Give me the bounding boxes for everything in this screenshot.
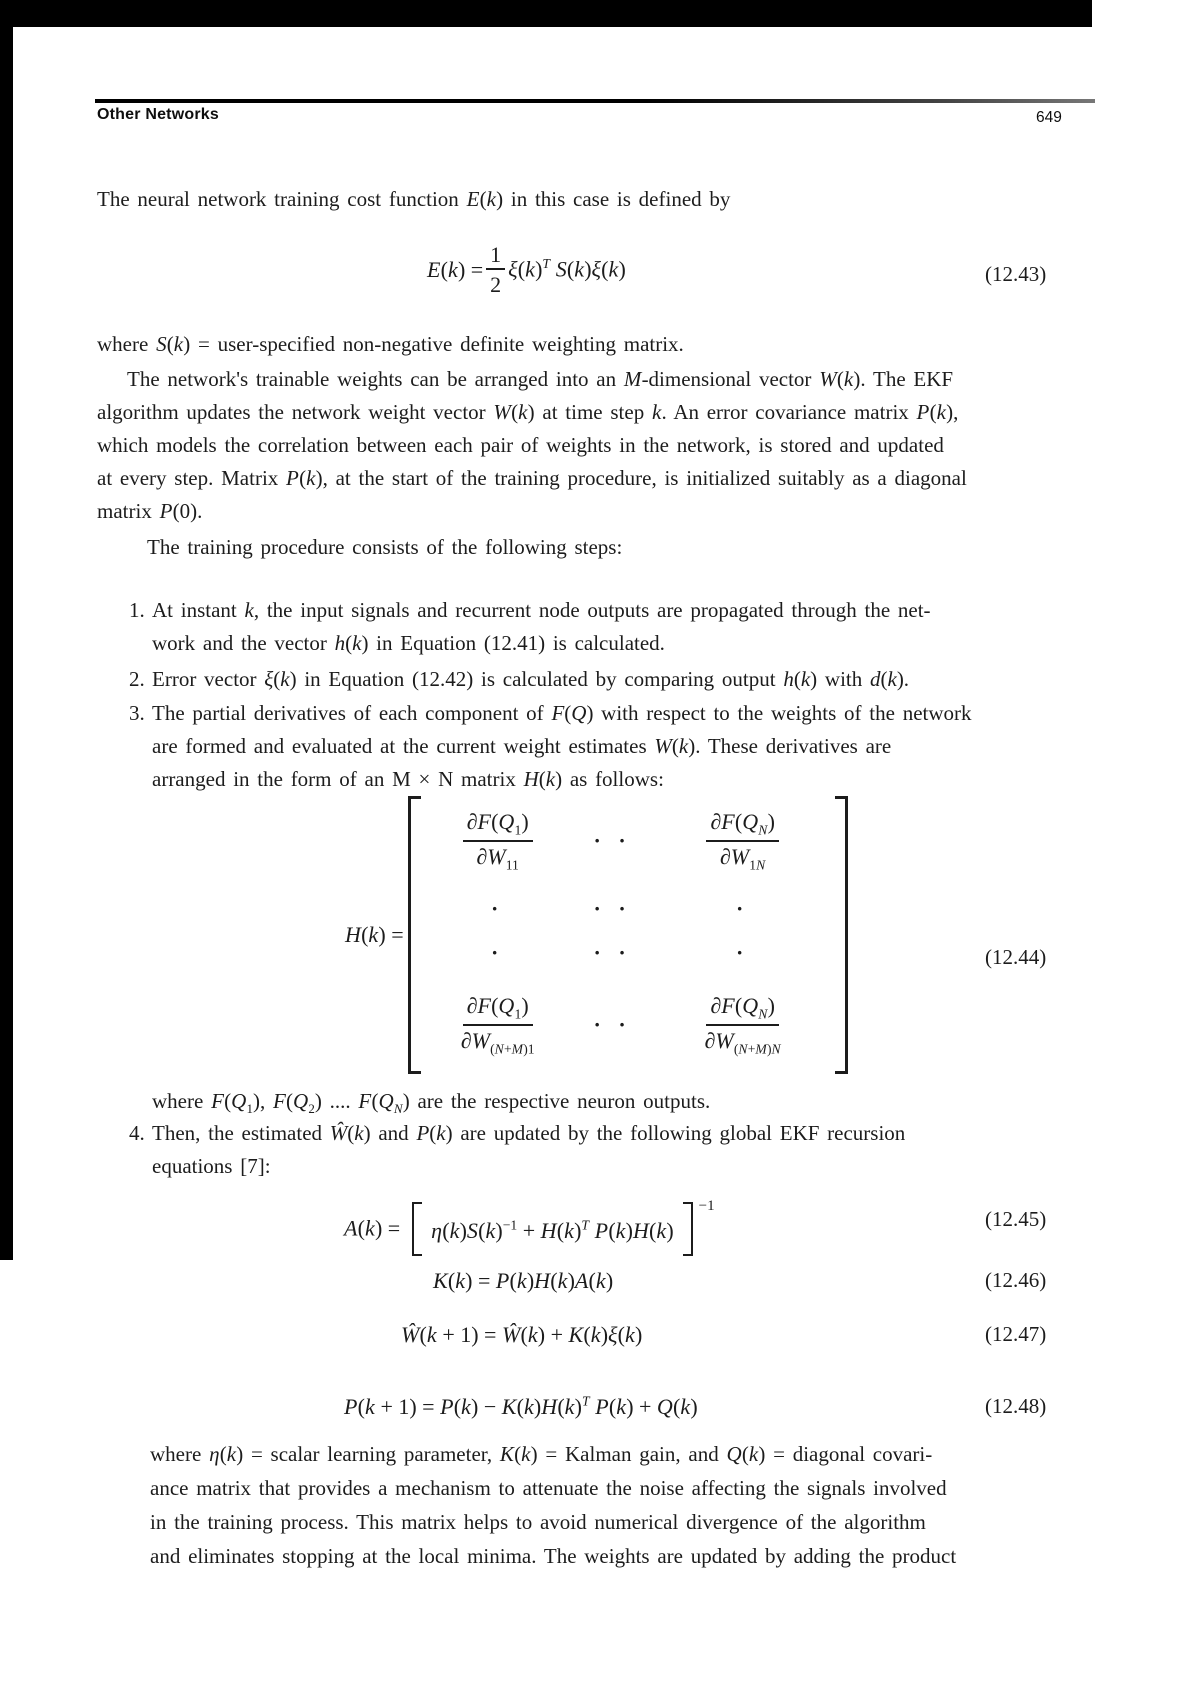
eq48-number: (12.48) xyxy=(985,1394,1047,1418)
eq43-rhs: $\xi(k)^T$ S(k)ξ(k) xyxy=(508,256,626,282)
eq45-lhs: A(k) = xyxy=(344,1215,401,1241)
paragraph-line: at every step. Matrix P(k), at the start of the training procedure, is initialized suitably as a diagonal xyxy=(97,466,967,490)
scan-artifact-top-bar xyxy=(0,0,1092,27)
equation-12-45 xyxy=(344,1196,715,1256)
matrix-cell-frac: $\frac{\partial F(Q_1)}{\partial W_{(N+M)1}}$ xyxy=(460,992,535,1056)
matrix-dots: · · xyxy=(593,1012,632,1037)
step-line: work and the vector h(k) in Equation (12.41) is calculated. xyxy=(152,631,665,655)
eq45-number: (12.45) xyxy=(985,1207,1047,1231)
step-line: Error vector ξ(k) in Equation (12.42) is calculated by comparing output h(k) with d(k). xyxy=(152,667,910,691)
eq43-lhs: E(k) = xyxy=(427,256,484,282)
matrix-cell-frac: $\frac{\partial F(Q_N)}{\partial W_{(N+M)N}}$ xyxy=(704,992,781,1056)
step-item-3 xyxy=(129,697,1082,796)
equation-12-48 xyxy=(344,1394,698,1420)
paragraph-line: which models the correlation between each pair of weights in the network, is stored and updated xyxy=(97,433,944,457)
eq43-fraction xyxy=(486,243,505,296)
eq47-number: (12.47) xyxy=(985,1322,1047,1346)
matrix-dots: · · xyxy=(593,940,632,965)
eq46-body: K(k) = P(k)H(k)A(k) xyxy=(433,1268,614,1293)
eq45-right-bracket xyxy=(683,1202,693,1256)
eq44-lhs: H(k) = xyxy=(345,922,404,947)
step-line: are formed and evaluated at the current weight estimates W(k). These derivatives are xyxy=(152,734,892,758)
eq43-frac-numerator: 1 xyxy=(486,243,505,270)
where-f-paragraph xyxy=(152,1085,710,1118)
step-line: arranged in the form of an M × N matrix H(k) as follows: xyxy=(152,767,664,791)
matrix-dots: · xyxy=(490,940,505,965)
scan-artifact-left-bar xyxy=(0,0,13,1260)
matrix-right-bracket xyxy=(835,796,848,1074)
matrix-grid xyxy=(429,795,827,1075)
step-number: 1. xyxy=(129,598,145,622)
equation-12-47 xyxy=(401,1322,642,1348)
training-intro-line: The training procedure consists of the following steps: xyxy=(147,535,623,559)
closing-paragraph xyxy=(150,1437,956,1573)
header-rule xyxy=(95,99,1095,103)
step-item-4 xyxy=(129,1117,1082,1183)
page-number: 649 xyxy=(1036,109,1062,126)
equation-12-44 xyxy=(345,795,848,1075)
matrix-dots: · xyxy=(735,940,750,965)
eq44-number: (12.44) xyxy=(985,945,1047,969)
eq45-left-bracket xyxy=(412,1202,422,1256)
step-item-1 xyxy=(129,594,1082,660)
intro-line: The neural network training cost function E(k) in this case is defined by xyxy=(97,187,731,211)
eq46-number: (12.46) xyxy=(985,1268,1047,1292)
step-number: 3. xyxy=(129,701,145,725)
paragraph-line: where η(k) = scalar learning parameter, K(k) = Kalman gain, and Q(k) = diagonal covari- xyxy=(150,1442,933,1466)
eq48-body: $P(k + 1) = P(k) - K(k)H(k)^T$ P(k) + Q(k) xyxy=(344,1394,698,1420)
where-s-line: where S(k) = user-specified non-negative definite weighting matrix. xyxy=(97,332,684,356)
intro-paragraph xyxy=(97,183,730,216)
step-line: The partial derivatives of each component of F(Q) with respect to the weights of the network xyxy=(152,701,972,725)
where-f-line: where $F(Q_1)$, $F(Q_2)$ .... $F(Q_N)$ are the respective neuron outputs. xyxy=(152,1089,711,1117)
eq45-inner: $\eta(k)S(k)^{-1} + H(k)^T$ P(k)H(k) xyxy=(431,1218,674,1244)
section-header: Other Networks xyxy=(97,106,219,123)
paragraph-line: matrix P(0). xyxy=(97,499,203,523)
step-line: Then, the estimated Ŵ(k) and P(k) are updated by the following global EKF recursion xyxy=(152,1121,906,1145)
equation-12-46 xyxy=(433,1268,613,1294)
matrix-dots: · · xyxy=(593,828,632,853)
step-line: equations [7]: xyxy=(152,1154,271,1178)
matrix-dots: · xyxy=(735,896,750,921)
matrix-cell-frac: $\frac{\partial F(Q_N)}{\partial W_{1N}}$ xyxy=(706,810,779,872)
paragraph-line: algorithm updates the network weight vector W(k) at time step k. An error covariance matrix P(k), xyxy=(97,400,959,424)
eq43-frac-denominator: 2 xyxy=(490,272,502,298)
eq47-body: Ŵ(k + 1) = Ŵ(k) + K(k)ξ(k) xyxy=(401,1322,643,1347)
step-number: 2. xyxy=(129,667,145,691)
paragraph-line: The network's trainable weights can be arranged into an M-dimensional vector W(k). The EKF xyxy=(127,367,954,391)
step-line: At instant k, the input signals and recurrent node outputs are propagated through the net- xyxy=(152,598,931,622)
matrix-left-bracket xyxy=(408,796,421,1074)
equation-12-43 xyxy=(427,243,626,296)
matrix-dots: · · xyxy=(593,896,632,921)
matrix-dots: · xyxy=(490,896,505,921)
training-intro xyxy=(147,531,622,564)
eq45-outer-exponent: −1 xyxy=(698,1197,715,1214)
step-number: 4. xyxy=(129,1121,145,1145)
eq43-number: (12.43) xyxy=(985,262,1047,286)
paragraph-line: and eliminates stopping at the local minima. The weights are updated by adding the product xyxy=(150,1544,957,1568)
paragraph-line: ance matrix that provides a mechanism to attenuate the noise affecting the signals involved xyxy=(150,1476,947,1500)
step-item-2 xyxy=(129,663,1082,696)
where-s-paragraph xyxy=(97,328,684,361)
weights-paragraph xyxy=(97,363,967,528)
matrix-cell-frac: $\frac{\partial F(Q_1)}{\partial W_{11}}$ xyxy=(463,810,533,872)
paragraph-line: in the training process. This matrix helps to avoid numerical divergence of the algorithm xyxy=(150,1510,926,1534)
